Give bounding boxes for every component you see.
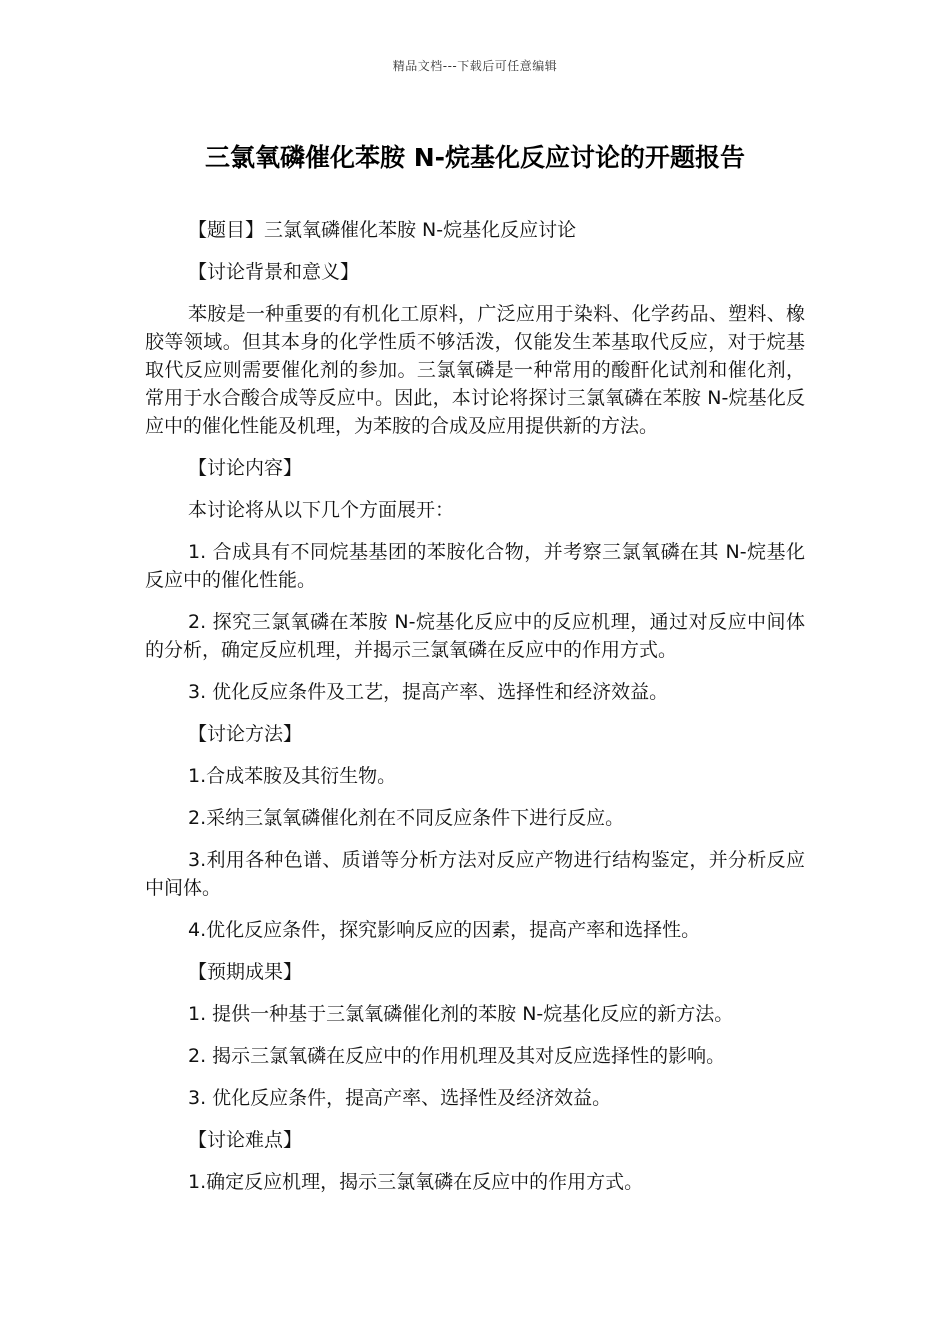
content-heading: 【讨论内容】 xyxy=(188,457,303,479)
content-item: 3. 优化反应条件及工艺，提高产率、选择性和经济效益。 xyxy=(188,681,669,703)
content-item: 1. 合成具有不同烷基基团的苯胺化合物，并考察三氯氧磷在其 N-烷基化反应中的催化性能。 xyxy=(145,541,805,591)
content-intro: 本讨论将从以下几个方面展开： xyxy=(188,499,455,521)
background-heading: 【讨论背景和意义】 xyxy=(188,261,360,283)
results-item: 1. 提供一种基于三氯氧磷催化剂的苯胺 N-烷基化反应的新方法。 xyxy=(188,1003,734,1025)
document-body xyxy=(145,216,805,1210)
results-item: 2. 揭示三氯氧磷在反应中的作用机理及其对反应选择性的影响。 xyxy=(188,1045,726,1067)
method-item: 2.采纳三氯氧磷催化剂在不同反应条件下进行反应。 xyxy=(188,807,625,829)
results-heading: 【预期成果】 xyxy=(188,961,303,983)
document-title: 三氯氧磷催化苯胺 N-烷基化反应讨论的开题报告 xyxy=(204,143,745,172)
method-heading: 【讨论方法】 xyxy=(188,723,303,745)
topic-line: 【题目】三氯氧磷催化苯胺 N-烷基化反应讨论 xyxy=(188,219,577,241)
method-item: 3.利用各种色谱、质谱等分析方法对反应产物进行结构鉴定，并分析反应中间体。 xyxy=(145,849,805,899)
method-item: 1.合成苯胺及其衍生物。 xyxy=(188,765,397,787)
difficulties-item: 1.确定反应机理，揭示三氯氧磷在反应中的作用方式。 xyxy=(188,1171,644,1193)
difficulties-heading: 【讨论难点】 xyxy=(188,1129,303,1151)
background-paragraph: 苯胺是一种重要的有机化工原料，广泛应用于染料、化学药品、塑料、橡胶等领域。但其本身的化学性质不够活泼，仅能发生苯基取代反应，对于烷基取代反应则需要催化剂的参加。三氯氧磷是一种常用的酸酐化试剂和催化剂，常用于水合酸合成等反应中。因此，本讨论将探讨三氯氧磷在苯胺 N-烷基化反应中的催化性能及机理，为苯胺的合成及应用提供新的方法。 xyxy=(145,303,805,437)
method-item: 4.优化反应条件，探究影响反应的因素，提高产率和选择性。 xyxy=(188,919,701,941)
results-item: 3. 优化反应条件，提高产率、选择性及经济效益。 xyxy=(188,1087,612,1109)
content-item: 2. 探究三氯氧磷在苯胺 N-烷基化反应中的反应机理，通过对反应中间体的分析，确定反应机理，并揭示三氯氧磷在反应中的作用方式。 xyxy=(145,611,805,661)
header-note: 精品文档---下载后可任意编辑 xyxy=(392,59,558,73)
